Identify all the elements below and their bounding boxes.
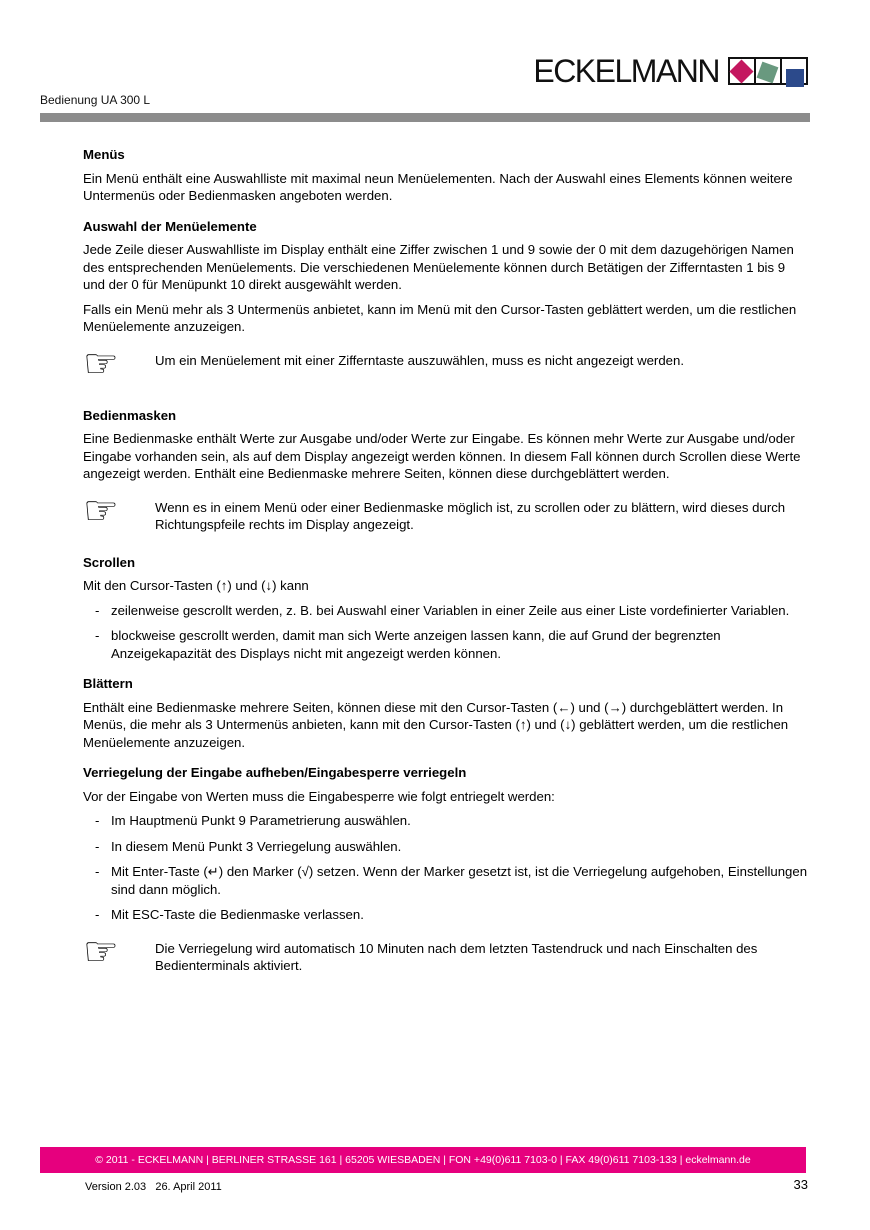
body-paragraph: Ein Menü enthält eine Auswahlliste mit maximal neun Menüelementen. Nach der Auswahl eines Elements können weitere Untermenüs oder Bedienmasken angeboten werden. — [83, 170, 793, 203]
eckelmann-logo — [533, 55, 808, 87]
section-heading: Blättern — [83, 676, 133, 691]
bullet-dash: - — [95, 907, 100, 922]
note-text: Die Verriegelung wird automatisch 10 Minuten nach dem letzten Tastendruck und nach Einschalten des Bedienterminals aktiviert. — [155, 940, 758, 973]
logo-square-green-icon — [757, 62, 779, 84]
section-heading: Scrollen — [83, 554, 136, 570]
bullet-dash: - — [95, 838, 100, 854]
version-info: Version 2.03 26. April 2011 — [85, 1181, 222, 1193]
doc-title: Bedienung UA 300 L — [40, 93, 151, 107]
note-icon-cell — [83, 488, 155, 534]
list-item-text: Mit ESC-Taste die Bedienmaske verlassen. — [111, 907, 364, 922]
logo-wordmark: ECKELMANN — [533, 53, 719, 89]
footer-address-bar: © 2011 - ECKELMANN | BERLINER STRASSE 161 | 65205 WIESBADEN | FON +49(0)611 7103-0 | FAX 49(0)611 7103-133 | eckelmann.de — [40, 1147, 806, 1173]
list-item-text: blockweise gescrollt werden, damit man sich Werte anzeigen lassen kann, die auf Grund der begrenzten Anzeigekapazität des Displays nicht mit angezeigt werden können. — [111, 628, 721, 661]
logo-square-blue-icon — [786, 69, 804, 87]
note-block — [83, 929, 810, 975]
logo-box-3 — [780, 57, 808, 85]
list-item — [95, 627, 810, 662]
bullet-dash: - — [95, 813, 100, 828]
bullet-dash: - — [95, 864, 100, 879]
bullet-dash: - — [95, 602, 100, 618]
logo-diamond-magenta-icon — [729, 59, 753, 83]
logo-mark — [728, 57, 808, 85]
body-paragraph: Falls ein Menü mehr als 3 Untermenüs anbietet, kann im Menü mit den Cursor-Tasten geblättert werden, um die restlichen Menüelemente anzuzeigen. — [83, 301, 797, 334]
list-item-text: Im Hauptmenü Punkt 9 Parametrierung auswählen. — [111, 813, 411, 828]
body-paragraph: Jede Zeile dieser Auswahlliste im Display enthält eine Ziffer zwischen 1 und 9 sowie der 0 mit dem dazugehörigen Namen des entsprechenden Menüelements. Die verschiedenen Menüelemente können durch Betätigen der Zifferntasten 1 bis 9 und der 0 für Menüpunkt 10 direkt ausgewählt werden. — [83, 242, 794, 292]
list-item-text: Mit Enter-Taste (↵) den Marker (√) setzen. Wenn der Marker gesetzt ist, ist die Verriegelung aufgehoben, Einstellungen sind dann möglich. — [111, 864, 808, 897]
section-heading: Auswahl der Menüelemente — [83, 218, 257, 234]
section-heading: Verriegelung der Eingabe aufheben/Eingabesperre verriegeln — [83, 765, 467, 780]
note-icon-cell — [83, 341, 155, 387]
logo-box-2 — [754, 57, 782, 85]
note-text: Wenn es in einem Menü oder einer Bedienmaske möglich ist, zu scrollen oder zu blättern, wird dieses durch Richtungspfeile rechts im Display angezeigt. — [155, 499, 786, 532]
list-item — [95, 602, 810, 620]
list-item — [95, 906, 810, 924]
list-item — [95, 863, 810, 898]
list-item — [95, 838, 810, 856]
note-block — [83, 488, 810, 534]
pointing-hand-icon: ☞ — [83, 929, 119, 974]
list-item — [95, 812, 810, 830]
bullet-dash: - — [95, 628, 100, 643]
body-paragraph: Enthält eine Bedienmaske mehrere Seiten, können diese mit den Cursor-Tasten (←) und (→) durchgeblättert werden. In Menüs, die mehr als 3 Untermenüs anbieten, kann mit den Cursor-Tasten (↑) und (↓) geblättert werden, um die restlichen Menüelemente anzuzeigen. — [83, 699, 789, 750]
pointing-hand-icon: ☞ — [83, 341, 119, 386]
note-text: Um ein Menüelement mit einer Zifferntaste auszuwählen, muss es nicht angezeigt werden. — [155, 352, 684, 368]
body-paragraph: Mit den Cursor-Tasten (↑) und (↓) kann — [83, 578, 309, 593]
list-item-text: In diesem Menü Punkt 3 Verriegelung auswählen. — [111, 838, 402, 854]
note-block — [83, 341, 810, 387]
content-area — [83, 146, 810, 995]
section-heading: Bedienmasken — [83, 407, 177, 423]
bullet-list — [95, 602, 810, 663]
bullet-list — [95, 812, 810, 924]
body-paragraph: Eine Bedienmaske enthält Werte zur Ausgabe und/oder Werte zur Eingabe. Es können mehr Werte zur Ausgabe und/oder Eingabe vorhanden sein, als auf dem Display angezeigt werden können. In diesem Fall können durch Scrollen diese Werte angezeigt werden. Enthält eine Bedienmaske mehrere Seiten, können diese durchgeblättert werden. — [83, 431, 801, 481]
note-icon-cell — [83, 929, 155, 975]
pointing-hand-icon: ☞ — [83, 488, 119, 533]
list-item-text: zeilenweise gescrollt werden, z. B. bei Auswahl einer Variablen in einer Zeile aus einer Liste vordefinierter Variablen. — [111, 602, 790, 618]
section-heading: Menüs — [83, 147, 125, 162]
logo-box-1 — [728, 57, 756, 85]
page-number: 33 — [793, 1177, 808, 1192]
header-rule — [40, 113, 810, 122]
body-paragraph: Vor der Eingabe von Werten muss die Eingabesperre wie folgt entriegelt werden: — [83, 788, 555, 804]
